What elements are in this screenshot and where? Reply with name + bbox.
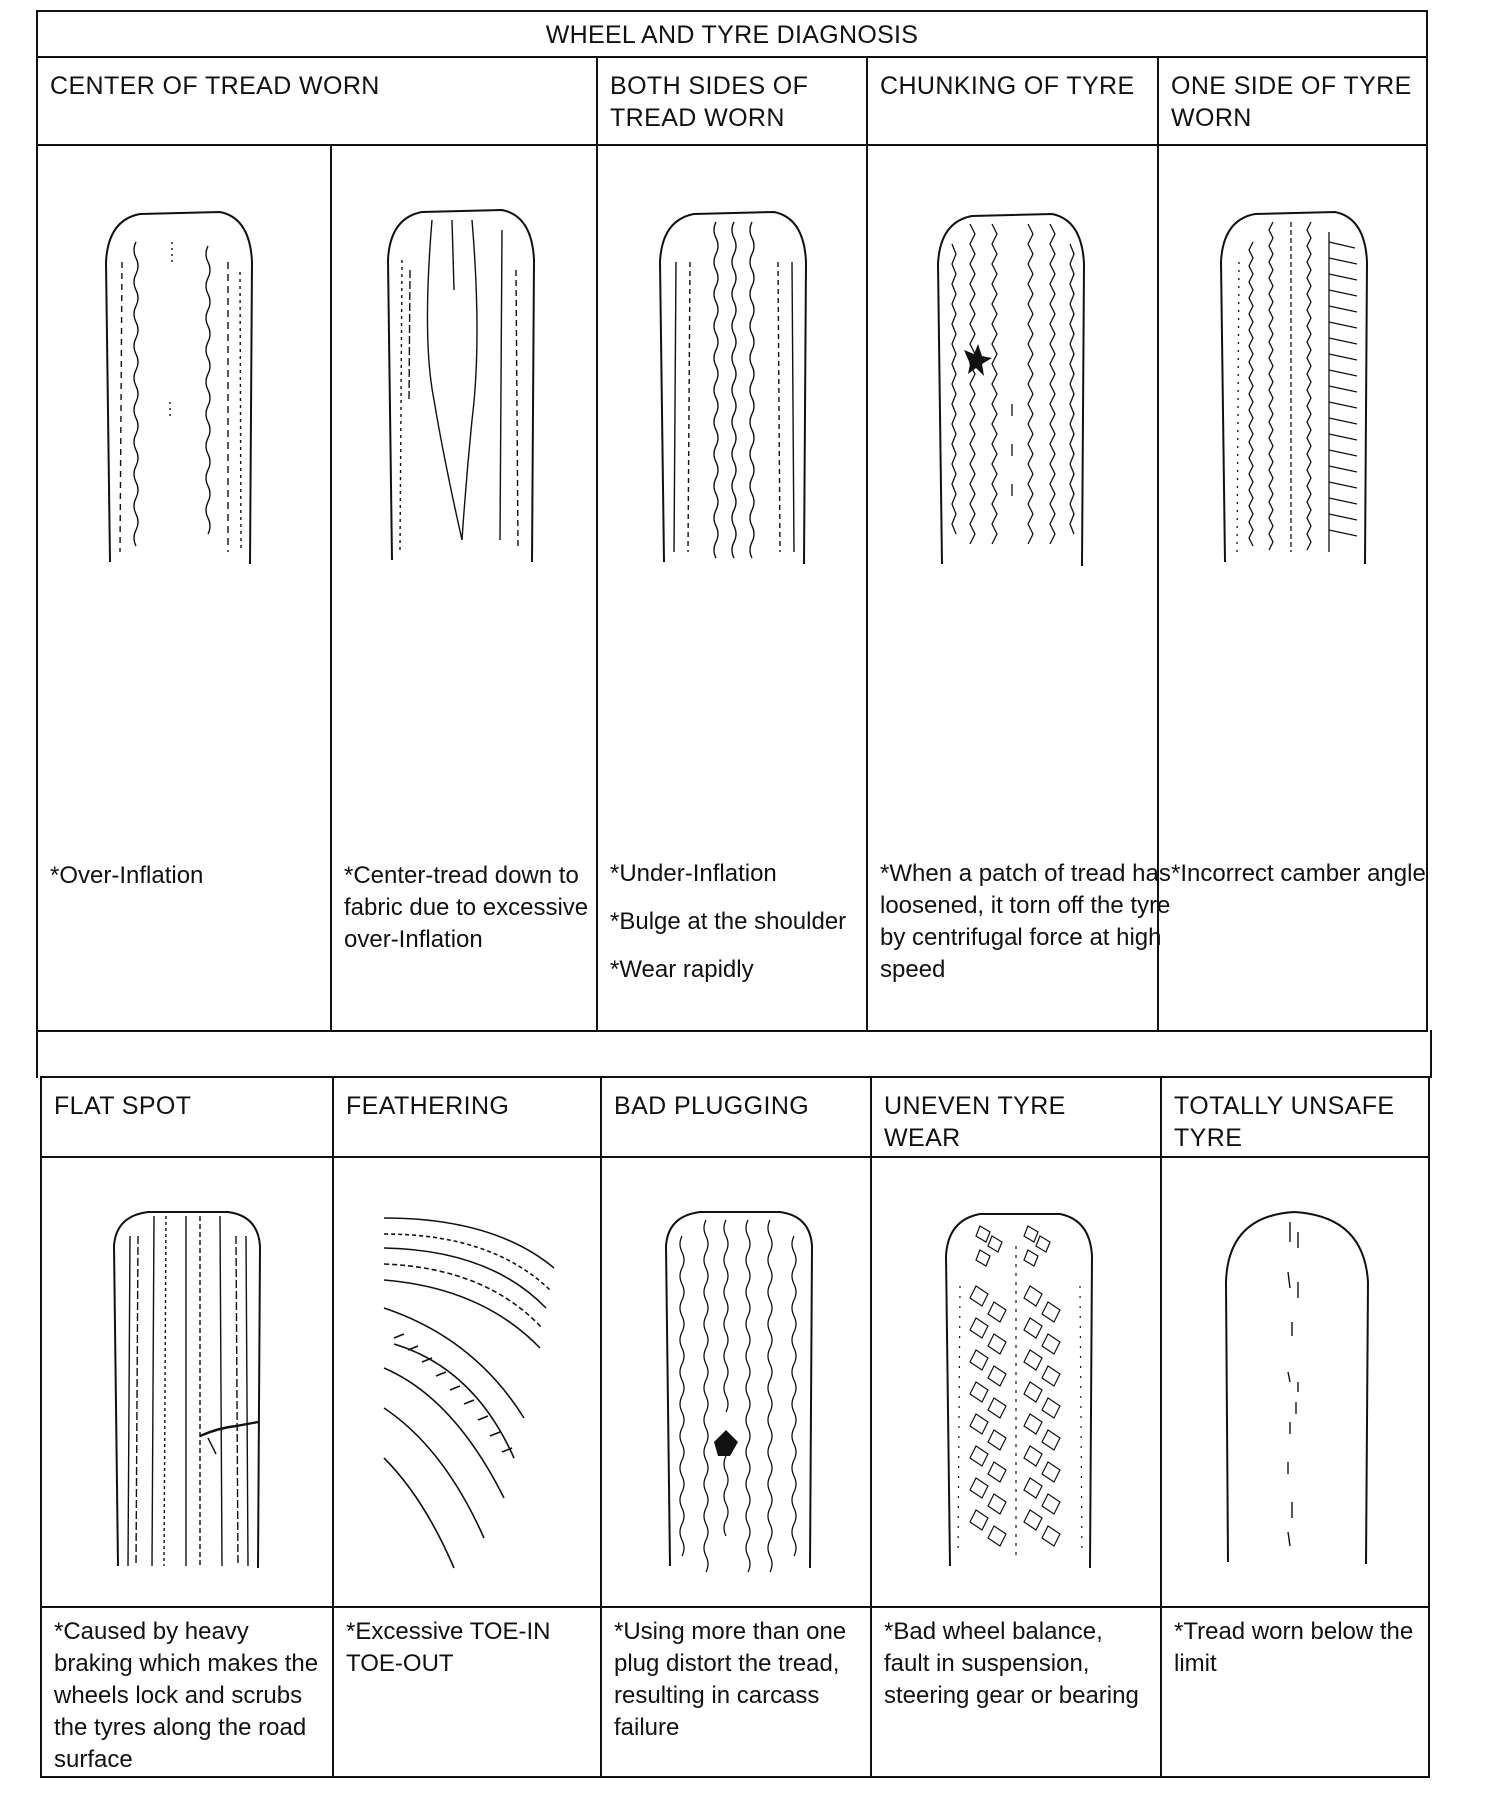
cell-camber bbox=[1157, 144, 1428, 1032]
tyre-bad-plugging-image bbox=[660, 1206, 820, 1576]
tyre-uneven-wear-image bbox=[940, 1206, 1100, 1576]
desc-uneven-wear: *Bad wheel balance, fault in suspension, steering gear or bearing bbox=[884, 1618, 1139, 1709]
cell-flat-spot-desc bbox=[40, 1606, 334, 1778]
diagnosis-chart bbox=[36, 10, 1432, 1778]
tyre-flat-spot-image bbox=[108, 1206, 268, 1576]
tyre-chunking-image bbox=[932, 204, 1092, 574]
desc-bulge-at-shoulder: *Bulge at the shoulder bbox=[610, 908, 847, 935]
desc-under-inflation: *Under-Inflation bbox=[610, 860, 777, 887]
cell-chunking bbox=[866, 144, 1171, 1032]
desc-bad-plugging: *Using more than one plug distort the tread, resulting in carcass failure bbox=[614, 1618, 847, 1741]
cell-flat-spot-image bbox=[40, 1156, 334, 1608]
cell-feathering-image bbox=[332, 1156, 602, 1608]
desc-wear-rapidly: *Wear rapidly bbox=[610, 956, 754, 983]
header-feathering: FEATHERING bbox=[332, 1076, 602, 1158]
header-chunking-of-tyre: CHUNKING OF TYRE bbox=[866, 56, 1159, 146]
chart-title: WHEEL AND TYRE DIAGNOSIS bbox=[36, 10, 1428, 58]
tyre-feathering-image bbox=[374, 1198, 574, 1578]
header-both-sides-of-tread-worn: BOTH SIDES OF TREAD WORN bbox=[596, 56, 868, 146]
cell-feathering-desc bbox=[332, 1606, 602, 1778]
cell-uneven-wear-image bbox=[870, 1156, 1162, 1608]
desc-center-tread-down: *Center-tread down to fabric due to excessive over-Inflation bbox=[344, 862, 589, 953]
header-flat-spot: FLAT SPOT bbox=[40, 1076, 334, 1158]
cell-uneven-wear-desc bbox=[870, 1606, 1162, 1778]
desc-unsafe-tyre: *Tread worn below the limit bbox=[1174, 1618, 1414, 1677]
cell-under-inflation bbox=[596, 144, 868, 1032]
desc-feathering: *Excessive TOE-IN TOE-OUT bbox=[346, 1618, 551, 1677]
header-bad-plugging: BAD PLUGGING bbox=[600, 1076, 872, 1158]
desc-chunking: *When a patch of tread has loosened, it torn off the tyre by centrifugal force at high speed bbox=[880, 860, 1171, 983]
tyre-center-tread-down-image bbox=[382, 200, 542, 570]
header-one-side-of-tyre-worn: ONE SIDE OF TYRE WORN bbox=[1157, 56, 1428, 146]
cell-over-inflation bbox=[36, 144, 332, 1032]
tyre-center-worn-image bbox=[100, 202, 260, 572]
header-center-of-tread-worn: CENTER OF TREAD WORN bbox=[36, 56, 598, 146]
desc-over-inflation: *Over-Inflation bbox=[50, 862, 204, 889]
cell-bad-plugging-image bbox=[600, 1156, 872, 1608]
cell-bad-plugging-desc bbox=[600, 1606, 872, 1778]
tyre-totally-unsafe-image bbox=[1218, 1202, 1378, 1572]
cell-center-tread-down bbox=[330, 144, 598, 1032]
desc-flat-spot: *Caused by heavy braking which makes the wheels lock and scrubs the tyres along the road surface bbox=[54, 1618, 319, 1773]
desc-camber: *Incorrect camber angle bbox=[1171, 860, 1426, 887]
tyre-both-sides-worn-image bbox=[654, 202, 814, 572]
tyre-one-side-worn-image bbox=[1215, 202, 1375, 572]
cell-unsafe-tyre-image bbox=[1160, 1156, 1430, 1608]
header-uneven-tyre-wear: UNEVEN TYRE WEAR bbox=[870, 1076, 1162, 1158]
cell-unsafe-tyre-desc bbox=[1160, 1606, 1430, 1778]
row-spacer bbox=[36, 1030, 1432, 1078]
header-totally-unsafe-tyre: TOTALLY UNSAFE TYRE bbox=[1160, 1076, 1430, 1158]
